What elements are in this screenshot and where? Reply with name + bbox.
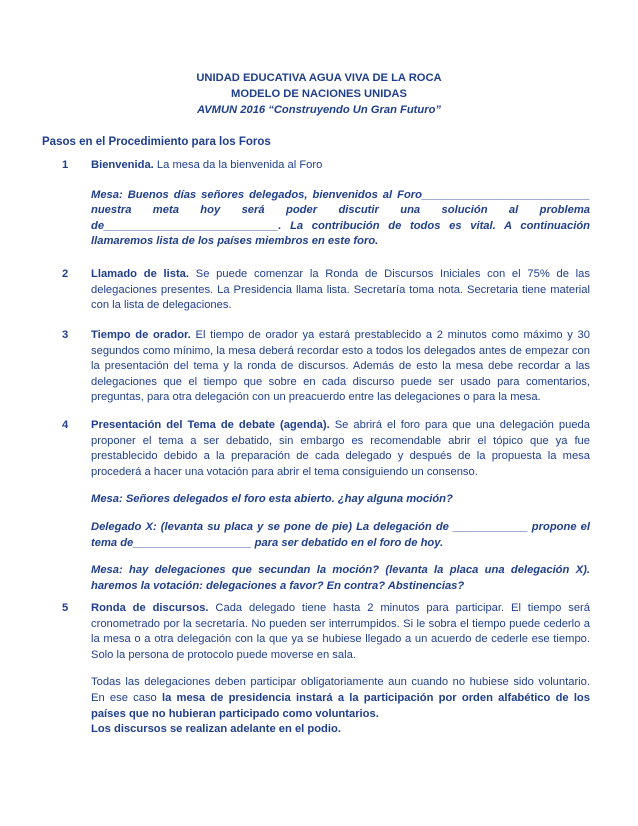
step-body: [91, 328, 590, 406]
step-text: Se abrirá el foro para que una delegación pueda proponer el tema a ser debatido, sin embargo es recomendable abrir el tópico que ya fue prestablecido debido a la preparación de cada delegado y después de la propuesta la mesa procederá a hacer una votación para abrir el tema consiguiendo un consenso.: [91, 419, 590, 478]
step-body: [91, 418, 590, 594]
participation-bold: la mesa de presidencia instará a la participación por orden alfabético de los países que no hubieran participado como voluntarios.: [91, 691, 590, 720]
participation-text: Todas las delegaciones deben participar obligatoriamente aun cuando no hubiese sido voluntario. En ese caso: [91, 676, 590, 704]
step-body: [91, 601, 590, 738]
step-title: Tiempo de orador.: [91, 329, 191, 341]
mesa-speech-open: Mesa: Señores delegados el foro esta abierto. ¿hay alguna moción?: [91, 493, 453, 506]
step-text: La mesa da la bienvenida al Foro: [153, 159, 323, 171]
step-title: Bienvenida.: [91, 159, 154, 171]
step-body: [91, 158, 590, 250]
school-name: UNIDAD EDUCATIVA AGUA VIVA DE LA ROCA: [196, 72, 442, 84]
delegate-speech: Delegado X: (levanta su placa y se pone de pie) La delegación de ____________ propone el tema de___________________ para ser debatido en el foro de hoy.: [91, 520, 590, 549]
mesa-speech: Mesa: Buenos días señores delegados, bienvenidos al Foro___________________________ nuestra meta hoy será poder discutir una solución al problema de____________________________. La contribución de todos es vital. A continuación llamaremos lista de los países miembros en este foro.: [91, 188, 590, 248]
section-title: Pasos en el Procedimiento para los Foros: [42, 136, 271, 148]
event-name: AVMUN 2016 “Construyendo Un Gran Futuro”: [196, 104, 442, 116]
step-number: 2: [62, 268, 69, 280]
step-body: [91, 267, 590, 314]
step-number: 3: [62, 329, 69, 341]
participation-note: [91, 675, 590, 722]
document-header: [0, 70, 638, 118]
step-title: Llamado de lista.: [91, 268, 190, 280]
step-title: Presentación del Tema de debate (agenda).: [91, 419, 330, 431]
step-text: Se puede comenzar la Ronda de Discursos Iniciales con el 75% de las delegaciones presentes. La Presidencia llama lista. Secretaría toma nota. Secretaria tiene material con la lista de delegaciones.: [91, 268, 590, 312]
step-number: 4: [62, 419, 69, 431]
step-text: El tiempo de orador ya estará prestablecido a 2 minutos como máximo y 30 segundos como mínimo, la mesa deberá recordar esto a todos los delegados antes de empezar con la presentación del tema y la ronda de discursos. Además de esto la mesa debe recordar a las delegaciones que el tiempo que sobre en cada discurso puede ser usado para comentarios, preguntas, para otra delegación con un preacuerdo entre las delegaciones o para la mesa.: [91, 329, 590, 404]
step-number: 5: [62, 602, 69, 614]
model-name: MODELO DE NACIONES UNIDAS: [231, 88, 407, 100]
mesa-speech-vote: Mesa: hay delegaciones que secundan la moción? (levanta la placa una delegación X). haremos la votación: delegaciones a favor? En contra? Abstinencias?: [91, 564, 590, 592]
step-number: 1: [62, 159, 69, 171]
step-text: Cada delegado tiene hasta 2 minutos para participar. El tiempo será cronometrado por la secretaría. No pueden ser interrumpidos. Si le sobra el tiempo puede cederlo a la mesa o a otra delegación con la que ya se hubiese llegado a un acuerdo de cederle ese tiempo. Solo la persona de protocolo puede moverse en sala.: [91, 602, 590, 661]
podium-note: Los discursos se realizan adelante en el podio.: [91, 723, 341, 736]
step-title: Ronda de discursos.: [91, 602, 209, 614]
